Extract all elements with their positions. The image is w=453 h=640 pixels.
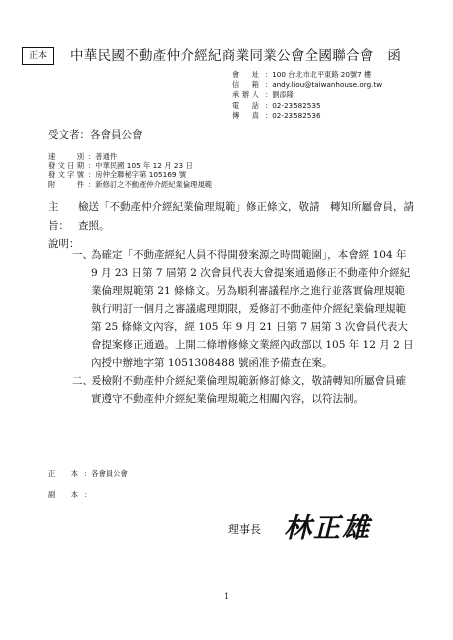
meta-priority: 速別 ： 普通件: [48, 152, 118, 161]
meta-attachment: 附件 ： 新修訂之不動產仲介經紀業倫理規範: [48, 179, 213, 189]
item-number: 二、: [72, 375, 93, 387]
signature-title: 理事長: [228, 523, 261, 536]
contact-handler: 承辦人 ： 劉添隆: [232, 90, 294, 100]
meta-value: 中華民國 105 年 12 月 23 日: [95, 161, 193, 171]
subject-section: [48, 198, 418, 236]
subject-text: 檢送「不動產仲介經紀業倫理規範」修正條文，敬請 轉知所屬會員，請 查照。: [78, 201, 414, 232]
contact-value: 02-23582535: [272, 100, 321, 110]
contact-label: 信箱: [232, 80, 259, 90]
explanation-item: [72, 246, 415, 372]
meta-label: 速別: [48, 152, 84, 161]
meta-date: 發文日期 ： 中華民國 105 年 12 月 23 日: [48, 161, 193, 171]
meta-value: 普通件: [95, 152, 118, 161]
explanation-label: 說明：: [48, 238, 80, 250]
page-number: 1: [223, 592, 230, 601]
distribution-label: 副本: [48, 490, 78, 499]
meta-value: 新修訂之不動產仲介經紀業倫理規範: [95, 179, 213, 189]
contact-label: 會址: [232, 70, 259, 79]
contact-value: 劉添隆: [272, 90, 294, 100]
original-copy-stamp: 正本: [22, 47, 54, 65]
meta-value: 房仲全聯秘字第 105169 號: [95, 170, 187, 180]
meta-label: 附件: [48, 179, 84, 189]
distribution-value: 各會員公會: [91, 469, 128, 478]
sender-contact-block: [232, 70, 382, 121]
recipient-label: 受文者：: [48, 129, 90, 141]
contact-label: 承辦人: [232, 90, 259, 100]
distribution-original: 正本 ： 各會員公會: [48, 463, 128, 484]
meta-label: 發文字號: [48, 170, 84, 180]
distribution-block: [48, 463, 128, 505]
recipient-value: 各會員公會: [90, 129, 143, 141]
recipient-line: [48, 127, 143, 142]
contact-label: 電話: [232, 100, 259, 110]
contact-fax: 傳真 ： 02-23582536: [232, 110, 321, 120]
subject-label: 主旨：: [48, 201, 69, 232]
contact-value: andy.liou@taiwanhouse.org.tw: [272, 80, 383, 90]
document-title: 中華民國不動產仲介經紀商業同業公會全國聯合會 函: [70, 48, 402, 64]
contact-value: 02-23582536: [272, 110, 321, 120]
item-text: 爰檢附不動產仲介經紀業倫理規範新修訂條文，敬請轉知所屬會員確實遵守不動產仲介經紀業倫理規範之相關內容，以符法制。: [91, 375, 406, 405]
document-meta-block: [48, 152, 212, 189]
item-text: 為確定「不動產經紀人員不得開發案源之時間範圍」，本會經 104 年 9 月 23 日第 7 屆第 2 次會員代表大會提案通過修正不動產仲介經紀業倫理規範第 21 條條文。另為順利審議程序之進行並落實倫理規範執行明訂一個月之審議處理期限，爰修訂不動產仲介經紀業倫理規範第 25 條條文內容，經 105 年 9 月 21 日第 7 屆第 3 次會員代表大會提案修正通過。上開二條增修條文業經內政部以 105 年 12 月 2 日內授中辦地字第 1051308488 號函准予備查在案。: [91, 249, 414, 369]
signature-name: 林正雄: [284, 513, 371, 544]
explanation-item: [72, 372, 415, 408]
contact-address: 會址 ： 100 台北市北平東路 20號7 樓: [232, 70, 372, 79]
contact-label: 傳真: [232, 110, 259, 120]
distribution-copy: 副本 ：: [48, 484, 128, 505]
distribution-label: 正本: [48, 469, 78, 478]
contact-phone: 電話 ： 02-23582535: [232, 100, 321, 110]
item-number: 一、: [72, 249, 93, 261]
meta-label: 發文日期: [48, 161, 84, 171]
contact-email: 信箱 ： andy.liou@taiwanhouse.org.tw: [232, 80, 383, 90]
meta-reference-number: 發文字號 ： 房仲全聯秘字第 105169 號: [48, 170, 187, 180]
contact-value: 100 台北市北平東路 20號7 樓: [272, 70, 372, 79]
